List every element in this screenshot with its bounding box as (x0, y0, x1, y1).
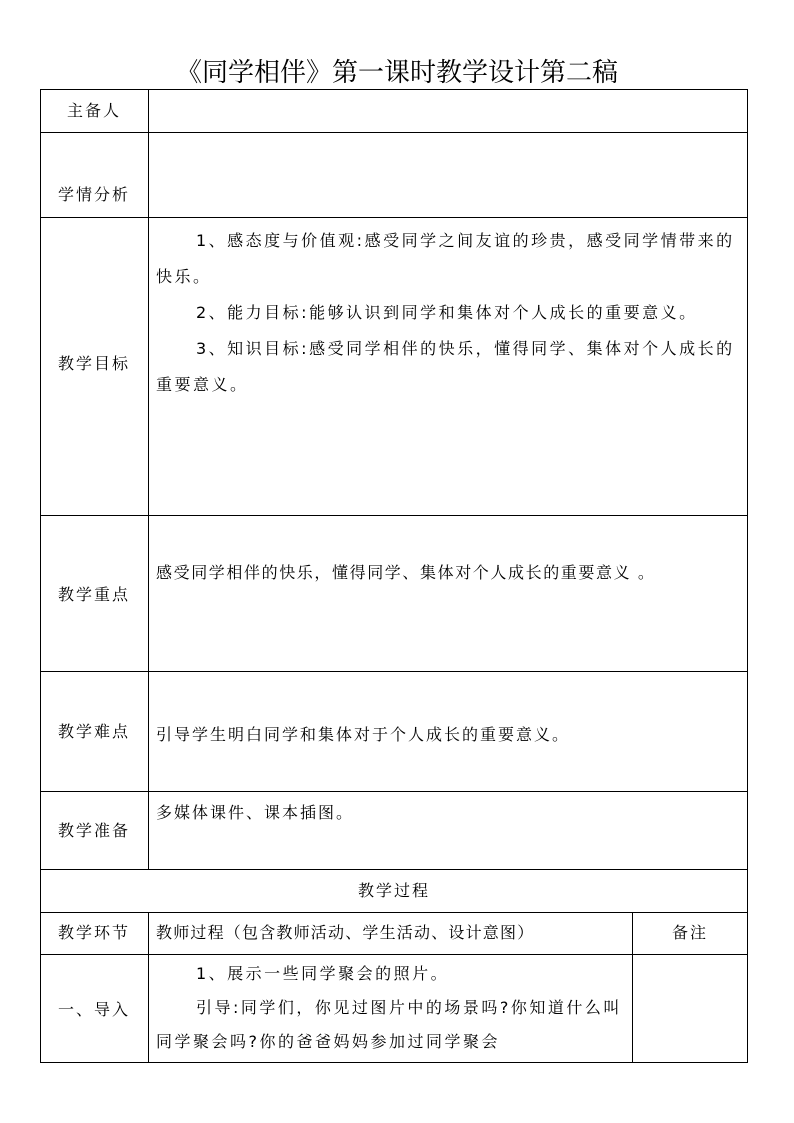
goal-item: 2、能力目标:能够认识到同学和集体对个人成长的重要意义。 (196, 303, 698, 322)
row-divider (40, 671, 748, 672)
row-divider (40, 912, 748, 913)
label-column-divider (148, 89, 149, 869)
process-column-header: 教师过程（包含教师活动、学生活动、设计意图） (156, 923, 535, 942)
stage-line: 1、展示一些同学聚会的照片。 (196, 964, 450, 983)
row-divider (40, 515, 748, 516)
goal-item: 1、感态度与价值观:感受同学之间友谊的珍贵，感受同学情带来的快乐。 (156, 231, 735, 286)
page-title: 《同学相伴》第一课时教学设计第二稿 (175, 58, 618, 88)
key-points-label: 教学重点 (57, 585, 130, 604)
preparation-value: 多媒体课件、课本插图。 (156, 803, 355, 822)
stage-process-text (156, 957, 630, 1059)
process-header: 教学过程 (357, 881, 430, 900)
table-border-top (40, 89, 748, 90)
difficulty-label: 教学难点 (57, 722, 130, 741)
goals-list (156, 223, 744, 403)
stage-column-divider (148, 912, 149, 1063)
row-divider (40, 791, 748, 792)
goals-label: 教学目标 (57, 354, 130, 373)
difficulty-value: 引导学生明白同学和集体对于个人成长的重要意义。 (156, 725, 571, 744)
analysis-label: 学情分析 (57, 185, 130, 204)
table-border-bottom (40, 1062, 748, 1063)
key-points-value: 感受同学相伴的快乐，懂得同学、集体对个人成长的重要意义 。 (156, 563, 656, 582)
row-divider (40, 954, 748, 955)
preparer-label: 主备人 (66, 101, 121, 120)
preparation-label: 教学准备 (57, 821, 130, 840)
stage-name: 一、导入 (57, 1000, 130, 1019)
lesson-plan-table (40, 89, 748, 1063)
table-border-left (40, 89, 41, 1063)
row-divider (40, 132, 748, 133)
stage-column-header: 教学环节 (57, 923, 130, 942)
row-divider (40, 869, 748, 870)
notes-column-header: 备注 (671, 923, 708, 942)
row-divider (40, 217, 748, 218)
goal-item: 3、知识目标:感受同学相伴的快乐，懂得同学、集体对个人成长的重要意义。 (156, 339, 735, 394)
stage-line: 引导:同学们，你见过图片中的场景吗?你知道什么叫同学聚会吗?你的爸爸妈妈参加过同学聚会 (156, 998, 622, 1051)
